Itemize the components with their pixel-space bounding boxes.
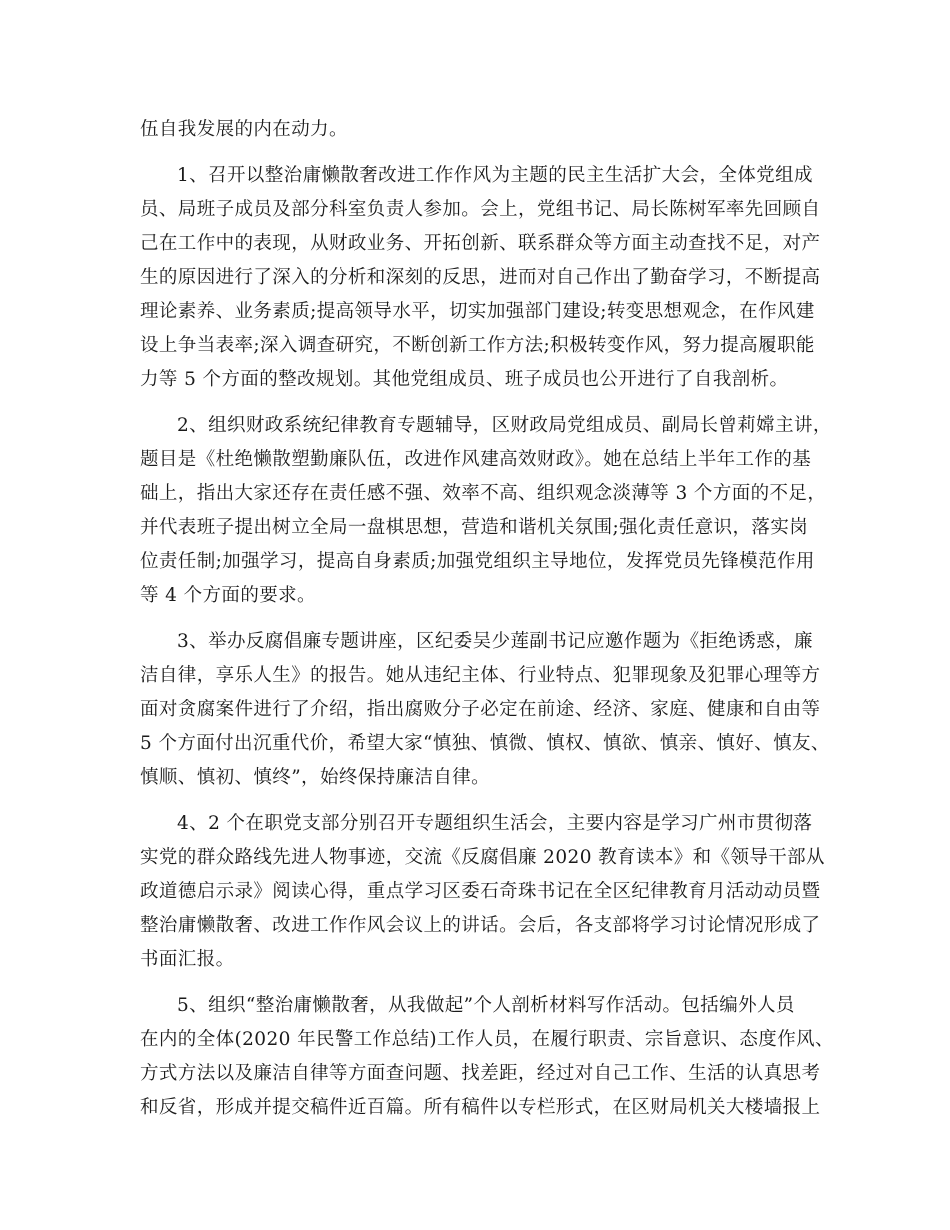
- text-line: 1、召开以整治庸懒散奢改进工作作风为主题的民主生活扩大会，全体党组成: [177, 165, 813, 186]
- paragraph-item-4: [140, 807, 825, 977]
- text-line: 在内的全体(2020 年民警工作总结)工作人员，在履行职责、宗旨意识、态度作风、: [140, 1029, 834, 1050]
- text-line: 洁自律，享乐人生》的报告。她从违纪主体、行业特点、犯罪现象及犯罪心理等方: [140, 665, 821, 686]
- paragraph-item-5: [140, 989, 834, 1125]
- text-line: 伍自我发展的内在动力。: [140, 119, 348, 140]
- document-body: [140, 113, 834, 1137]
- text-line: 和反省，形成并提交稿件近百篇。所有稿件以专栏形式，在区财局机关大楼墙报上: [140, 1097, 821, 1118]
- text-line: 等 4 个方面的要求。: [140, 585, 316, 606]
- text-line: 设上争当表率;深入调查研究，不断创新工作方法;积极转变作风，努力提高履职能: [140, 335, 815, 356]
- text-line: 员、局班子成员及部分科室负责人参加。会上，党组书记、局长陈树军率先回顾自: [140, 199, 821, 220]
- text-line: 题目是《杜绝懒散塑勤廉队伍，改进作风建高效财政》。她在总结上半年工作的基: [140, 449, 812, 470]
- paragraph-item-2: [140, 409, 832, 613]
- text-line: 政道德启示录》阅读心得，重点学习区委石奇珠书记在全区纪律教育月活动动员暨: [140, 881, 821, 902]
- text-line: 并代表班子提出树立全局一盘棋思想，营造和谐机关氛围;强化责任意识，落实岗: [140, 517, 809, 538]
- text-line: 理论素养、业务素质;提高领导水平，切实加强部门建设;转变思想观念，在作风建: [140, 301, 815, 322]
- text-line: 础上，指出大家还存在责任感不强、效率不高、组织观念淡薄等 3 个方面的不足，: [140, 483, 827, 504]
- text-line: 己在工作中的表现，从财政业务、开拓创新、联系群众等方面主动查找不足，对产: [140, 233, 821, 254]
- text-line: 方式方法以及廉洁自律等方面查问题、找差距，经过对自己工作、生活的认真思考: [140, 1063, 821, 1084]
- text-line: 实党的群众路线先进人物事迹，交流《反腐倡廉 2020 教育读本》和《领导干部从: [140, 847, 825, 868]
- text-line: 面对贪腐案件进行了介绍，指出腐败分子必定在前途、经济、家庭、健康和自由等: [140, 699, 821, 720]
- text-line: 4、2 个在职党支部分别召开专题组织生活会，主要内容是学习广州市贯彻落: [177, 813, 813, 834]
- paragraph-item-1: [140, 159, 821, 397]
- text-line: 位责任制;加强学习，提高自身素质;加强党组织主导地位，发挥党员先锋模范作用: [140, 551, 815, 572]
- text-line: 力等 5 个方面的整改规划。其他党组成员、班子成员也公开进行了自我剖析。: [140, 369, 789, 390]
- text-line: 5 个方面付出沉重代价，希望大家“慎独、慎微、慎权、慎欲、慎亲、慎好、慎友、: [140, 733, 830, 754]
- paragraph-continuation: [140, 113, 812, 147]
- paragraph-item-3: [140, 625, 830, 795]
- text-line: 生的原因进行了深入的分析和深刻的反思，进而对自己作出了勤奋学习，不断提高: [140, 267, 821, 288]
- text-line: 书面汇报。: [140, 949, 235, 970]
- text-line: 5、组织“整治庸懒散奢，从我做起”个人剖析材料写作活动。包括编外人员: [177, 995, 795, 1016]
- text-line: 3、举办反腐倡廉专题讲座，区纪委吴少莲副书记应邀作题为《拒绝诱惑，廉: [177, 631, 813, 652]
- text-line: 慎顺、慎初、慎终”，始终保持廉洁自律。: [140, 767, 491, 788]
- text-line: 整治庸懒散奢、改进工作作风会议上的讲话。会后，各支部将学习讨论情况形成了: [140, 915, 821, 936]
- text-line: 2、组织财政系统纪律教育专题辅导，区财政局党组成员、副局长曾莉嫦主讲，: [177, 415, 832, 436]
